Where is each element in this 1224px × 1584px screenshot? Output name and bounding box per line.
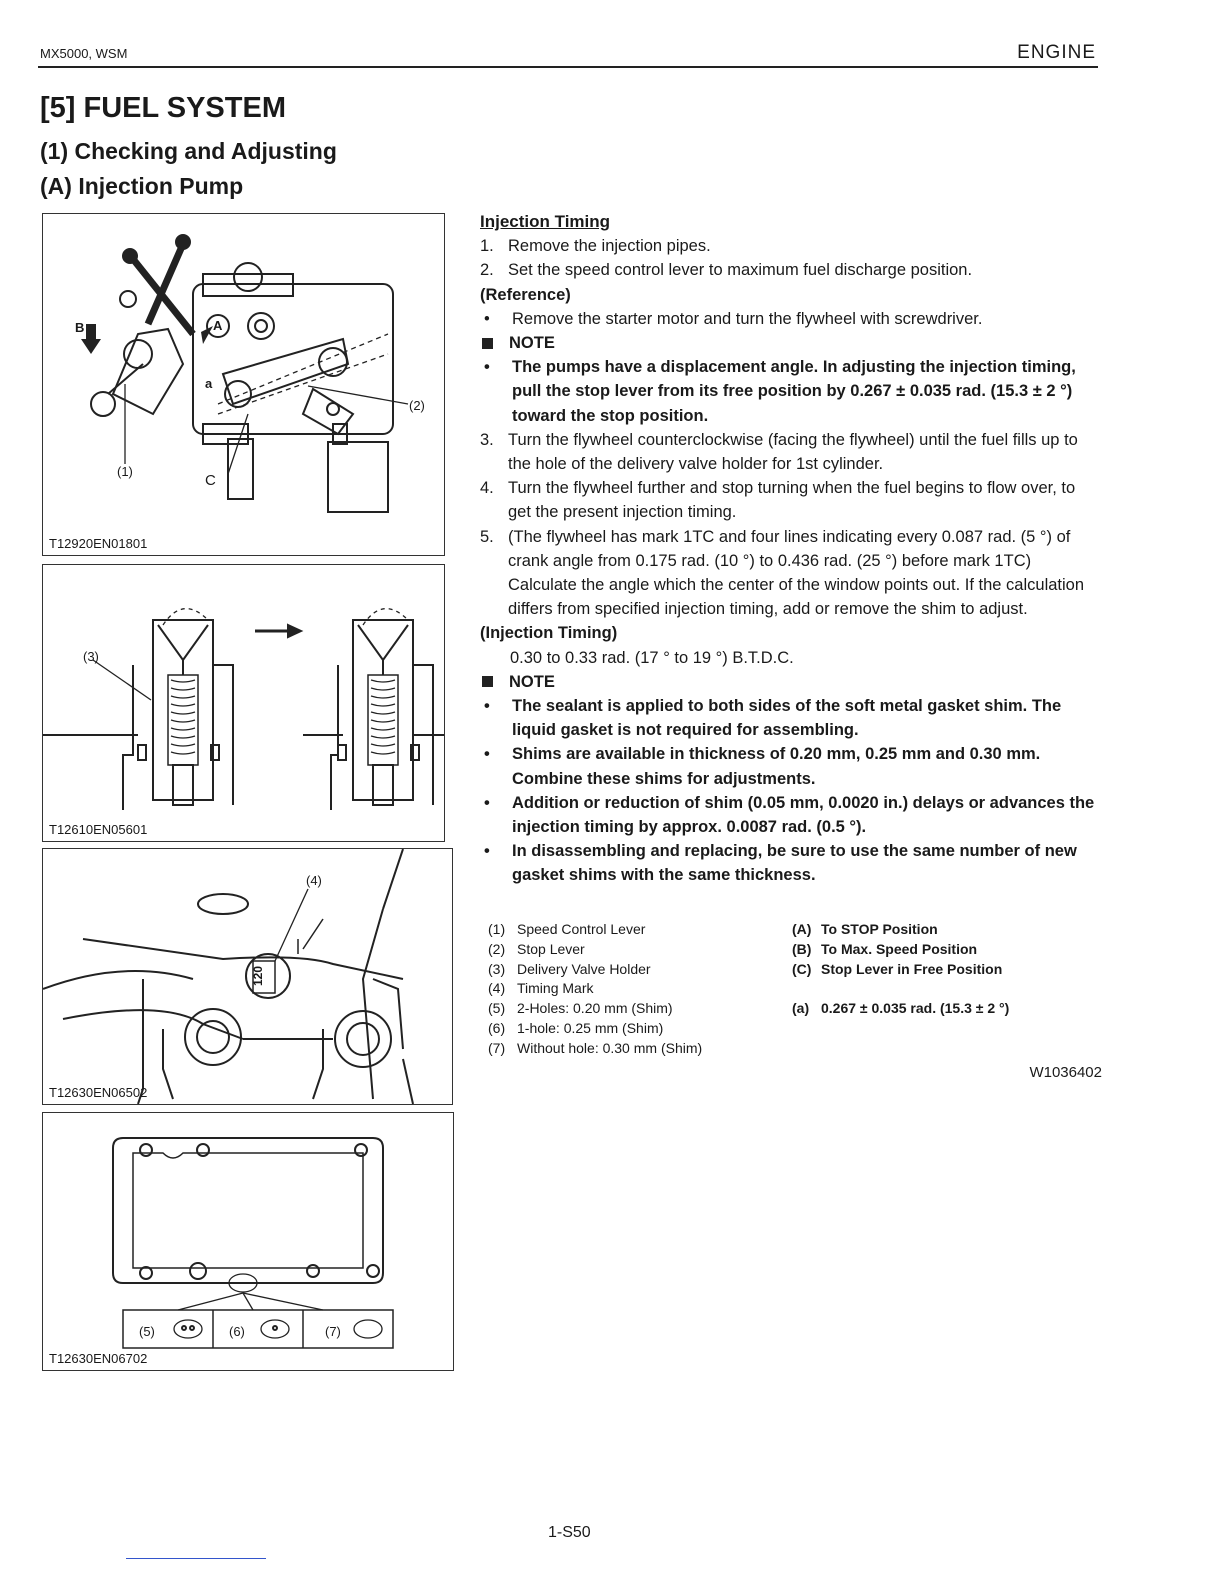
- procedure-title: Injection Timing: [480, 212, 611, 231]
- label-2: (2): [409, 398, 425, 413]
- note-square-icon: [482, 676, 493, 687]
- legend-item: (C) Stop Lever in Free Position: [792, 960, 1003, 977]
- timing-mark-drawing: [43, 849, 452, 1104]
- reference-bullet: • Remove the starter motor and turn the flywheel with screwdriver.: [484, 309, 983, 328]
- legend-item: (2) Stop Lever: [488, 940, 585, 957]
- reference-label: (Reference): [480, 285, 571, 304]
- legend-item: (3) Delivery Valve Holder: [488, 960, 651, 977]
- spec-value: 0.30 to 0.33 rad. (17 ° to 19 °) B.T.D.C.: [510, 648, 794, 667]
- figure-pump-levers: [42, 213, 445, 556]
- figure-timing-mark: [42, 848, 453, 1105]
- section-title: [5] FUEL SYSTEM: [40, 92, 286, 124]
- note-square-icon: [482, 338, 493, 349]
- figure-caption: T12920EN01801: [49, 536, 148, 551]
- timing-mark-label: 120: [251, 965, 266, 987]
- procedure-text: [480, 210, 1100, 888]
- figure-caption: T12630EN06502: [49, 1085, 148, 1100]
- footer-link-line: [126, 1558, 266, 1559]
- sub-subsection-title: (A) Injection Pump: [40, 173, 244, 199]
- legend-item: (1) Speed Control Lever: [488, 921, 646, 937]
- legend-right: [792, 920, 1009, 1019]
- step-5: 5. (The flywheel has mark 1TC and four lines indicating every 0.087 rad. (5 °) of crank angle from 0.175 rad. (10 °) to 0.436 rad. (25 °) before mark 1TC) Calculate the angle which the center of the window points out. If the calculation differs from specified injection timing, add or remove the shim to adjust.: [480, 527, 1085, 619]
- note-2-bullet: • Shims are available in thickness of 0.20 mm, 0.25 mm and 0.30 mm. Combine these shims for adjustments.: [484, 745, 1041, 788]
- step-4: 4. Turn the flywheel further and stop turning when the fuel begins to flow over, to get the present injection timing.: [480, 479, 1076, 522]
- label-4: (4): [306, 873, 322, 888]
- step-2: 2. Set the speed control lever to maximum fuel discharge position.: [480, 261, 973, 280]
- legend-item: (A) To STOP Position: [792, 921, 938, 937]
- document-code: W1036402: [1029, 1064, 1102, 1081]
- pump-lever-drawing: [43, 214, 444, 555]
- delivery-valve-drawing: [43, 565, 444, 841]
- page-number: 1-S50: [548, 1524, 591, 1541]
- step-1: 1. Remove the injection pipes.: [480, 237, 711, 256]
- step-3: 3. Turn the flywheel counterclockwise (facing the flywheel) until the fuel fills up to the hole of the delivery valve holder for 1st cylinder.: [480, 430, 1078, 474]
- gasket-shim-drawing: [43, 1113, 453, 1370]
- label-5: (5): [139, 1324, 155, 1339]
- label-1: (1): [117, 464, 133, 479]
- spec-label: (Injection Timing): [480, 624, 618, 643]
- label-6: (6): [229, 1324, 245, 1339]
- header-rule: [38, 66, 1098, 68]
- label-3: (3): [83, 649, 99, 664]
- label-a-lower: a: [205, 376, 213, 391]
- figure-caption: T12610EN05601: [49, 822, 148, 837]
- note-2-bullet: • In disassembling and replacing, be sure to use the same number of new gasket shims with the same thickness.: [484, 842, 1077, 885]
- legend-item: (6) 1-hole: 0.25 mm (Shim): [488, 1019, 664, 1036]
- figure-gasket-shims: [42, 1112, 454, 1371]
- legend-item: (B) To Max. Speed Position: [792, 940, 978, 957]
- note-2-bullet: • The sealant is applied to both sides of the soft metal gasket shim. The liquid gasket is not required for assembling.: [484, 697, 1062, 740]
- page-header-right: ENGINE: [1017, 42, 1096, 63]
- legend-left: [488, 920, 702, 1059]
- legend-item: (a) 0.267 ± 0.035 rad. (15.3 ± 2 °): [792, 1000, 1010, 1017]
- note-1-bullet: • The pumps have a displacement angle. In adjusting the injection timing, pull the stop lever from its free position by 0.267 ± 0.035 rad. (15.3 ± 2 °) toward the stop position.: [484, 358, 1076, 425]
- label-b: B: [75, 320, 85, 335]
- legend-item: (7) Without hole: 0.30 mm (Shim): [488, 1039, 703, 1056]
- note-2-bullet: • Addition or reduction of shim (0.05 mm, 0.0020 in.) delays or advances the injection timing by approx. 0.0087 rad. (0.5 °).: [484, 793, 1095, 837]
- label-a-upper: A: [213, 318, 223, 333]
- figure-delivery-valve: [42, 564, 445, 842]
- subsection-title: (1) Checking and Adjusting: [40, 138, 337, 164]
- label-c: C: [205, 472, 216, 489]
- figure-caption: T12630EN06702: [49, 1351, 148, 1366]
- page-header-left: MX5000, WSM: [40, 46, 128, 61]
- note-heading-2: NOTE: [480, 670, 1100, 694]
- legend-item: (4) Timing Mark: [488, 980, 594, 997]
- legend-item: (5) 2-Holes: 0.20 mm (Shim): [488, 1000, 673, 1017]
- note-heading-1: NOTE: [480, 331, 1100, 355]
- label-7: (7): [325, 1324, 341, 1339]
